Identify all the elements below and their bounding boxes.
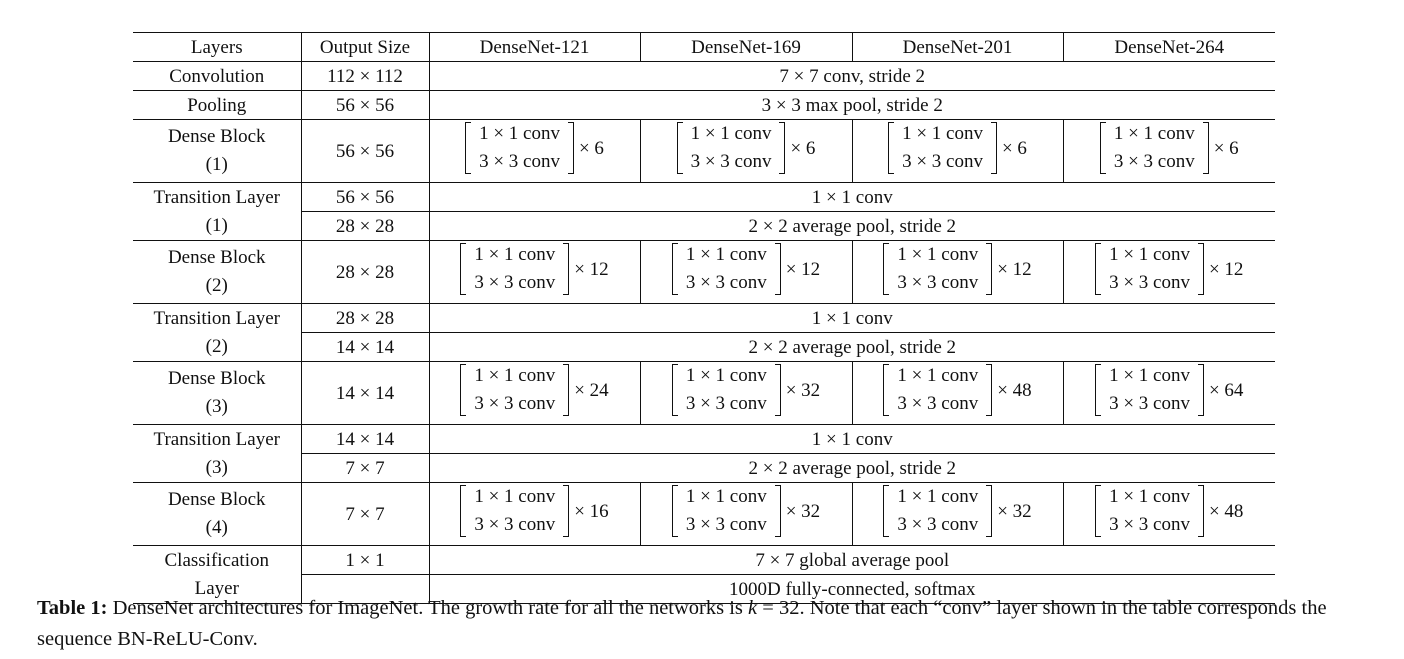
left-bracket (1095, 243, 1101, 295)
caption-math-k: k (748, 597, 758, 619)
right-bracket (775, 485, 781, 537)
right-bracket (779, 122, 785, 174)
row-transition-1-conv (133, 183, 1275, 212)
right-bracket (563, 243, 569, 295)
densenet-architecture-table (133, 32, 1275, 604)
layer-name: Dense Block (167, 126, 266, 147)
layer-name: Dense Block (167, 489, 266, 510)
size-transition-2-conv: 28 × 28 (301, 304, 429, 333)
layer-dense-block-3 (133, 362, 301, 425)
layer-index: (1) (205, 214, 228, 236)
config-transition-2-conv: 1 × 1 conv (429, 304, 1275, 333)
block-264 (1063, 241, 1275, 304)
row-pooling (133, 91, 1275, 120)
layer-dense-block-1 (133, 120, 301, 183)
row-dense-block-3 (133, 362, 1275, 425)
block-169 (640, 241, 852, 304)
left-bracket (883, 364, 889, 416)
row-convolution (133, 62, 1275, 91)
conv-1x1: 1 × 1 conv (1109, 244, 1190, 265)
block-121 (429, 483, 640, 546)
repeat-count: × 6 (1001, 137, 1027, 159)
block-121 (429, 120, 640, 183)
config-classification-fc: 1000D fully-connected, softmax (429, 575, 1275, 604)
size-transition-1-pool: 28 × 28 (301, 212, 429, 241)
layer-name-line-2: Layer (194, 577, 239, 599)
layer-index: (1) (205, 154, 228, 175)
conv-3x3: 3 × 3 conv (474, 272, 556, 293)
block-264 (1063, 362, 1275, 425)
size-pooling: 56 × 56 (301, 91, 429, 120)
layer-convolution: Convolution (133, 62, 301, 91)
conv-1x1: 1 × 1 conv (1113, 123, 1195, 144)
layer-name: Dense Block (167, 368, 266, 389)
layer-index: (3) (205, 456, 228, 478)
conv-3x3: 3 × 3 conv (685, 514, 767, 535)
block-264 (1063, 483, 1275, 546)
repeat-count: × 32 (785, 379, 821, 401)
size-transition-2-pool: 14 × 14 (301, 333, 429, 362)
layer-name: Classification (164, 549, 269, 571)
repeat-count: × 24 (574, 379, 609, 401)
block-201 (852, 241, 1063, 304)
repeat-count: × 12 (785, 258, 821, 280)
left-bracket (672, 485, 678, 537)
row-transition-2-conv (133, 304, 1275, 333)
right-bracket (775, 243, 781, 295)
right-bracket (991, 122, 997, 174)
table-caption (37, 593, 1387, 655)
right-bracket (986, 243, 992, 295)
layer-pooling: Pooling (133, 91, 301, 120)
conv-3x3: 3 × 3 conv (474, 393, 556, 414)
conv-3x3: 3 × 3 conv (690, 151, 772, 172)
conv-1x1: 1 × 1 conv (474, 365, 556, 386)
left-bracket (883, 485, 889, 537)
block-201 (852, 362, 1063, 425)
row-transition-3-pool (133, 454, 1275, 483)
repeat-count: × 48 (1208, 500, 1244, 522)
layer-transition-3 (133, 425, 301, 483)
layer-index: (3) (205, 396, 228, 417)
repeat-count: × 32 (785, 500, 821, 522)
conv-3x3: 3 × 3 conv (479, 151, 560, 172)
size-dense-block-3: 14 × 14 (301, 362, 429, 425)
conv-1x1: 1 × 1 conv (685, 486, 767, 507)
config-pooling: 3 × 3 max pool, stride 2 (429, 91, 1275, 120)
conv-3x3: 3 × 3 conv (1109, 272, 1190, 293)
conv-1x1: 1 × 1 conv (1109, 365, 1190, 386)
block-169 (640, 362, 852, 425)
row-classification-pool (133, 546, 1275, 575)
config-transition-2-pool: 2 × 2 average pool, stride 2 (429, 333, 1275, 362)
block-169 (640, 120, 852, 183)
conv-1x1: 1 × 1 conv (474, 244, 556, 265)
left-bracket (1095, 485, 1101, 537)
row-transition-2-pool (133, 333, 1275, 362)
conv-1x1: 1 × 1 conv (685, 244, 767, 265)
header-densenet-121: DenseNet-121 (429, 33, 640, 62)
caption-text-2: . Note that each “conv” layer shown in the table corresponds the sequence BN-ReLU-Conv. (37, 597, 1327, 650)
header-output-size: Output Size (301, 33, 429, 62)
block-169 (640, 483, 852, 546)
layer-name: Dense Block (167, 247, 266, 268)
right-bracket (1198, 485, 1204, 537)
repeat-count: × 6 (1213, 137, 1239, 159)
left-bracket (672, 243, 678, 295)
caption-math-eq: = 32 (757, 597, 800, 619)
size-classification-pool: 1 × 1 (301, 546, 429, 575)
size-convolution: 112 × 112 (301, 62, 429, 91)
size-transition-3-conv: 14 × 14 (301, 425, 429, 454)
repeat-count: × 32 (997, 500, 1032, 522)
config-classification-pool: 7 × 7 global average pool (429, 546, 1275, 575)
block-121 (429, 362, 640, 425)
size-transition-3-pool: 7 × 7 (301, 454, 429, 483)
conv-1x1: 1 × 1 conv (474, 486, 556, 507)
caption-label: Table 1: (37, 597, 108, 619)
layer-transition-2 (133, 304, 301, 362)
right-bracket (563, 485, 569, 537)
block-121 (429, 241, 640, 304)
conv-3x3: 3 × 3 conv (897, 514, 979, 535)
repeat-count: × 12 (997, 258, 1032, 280)
caption-text-1: DenseNet architectures for ImageNet. The growth rate for all the networks is (107, 597, 749, 619)
repeat-count: × 64 (1208, 379, 1244, 401)
row-transition-1-pool (133, 212, 1275, 241)
conv-1x1: 1 × 1 conv (479, 123, 560, 144)
left-bracket (460, 485, 466, 537)
row-transition-3-conv (133, 425, 1275, 454)
config-convolution: 7 × 7 conv, stride 2 (429, 62, 1275, 91)
conv-3x3: 3 × 3 conv (1109, 514, 1190, 535)
left-bracket (465, 122, 471, 174)
size-dense-block-1: 56 × 56 (301, 120, 429, 183)
layer-dense-block-4 (133, 483, 301, 546)
left-bracket (677, 122, 683, 174)
config-transition-1-pool: 2 × 2 average pool, stride 2 (429, 212, 1275, 241)
left-bracket (460, 243, 466, 295)
right-bracket (1203, 122, 1209, 174)
right-bracket (568, 122, 574, 174)
repeat-count: × 6 (790, 137, 816, 159)
left-bracket (460, 364, 466, 416)
right-bracket (1198, 364, 1204, 416)
row-dense-block-4 (133, 483, 1275, 546)
left-bracket (672, 364, 678, 416)
right-bracket (563, 364, 569, 416)
size-transition-1-conv: 56 × 56 (301, 183, 429, 212)
config-transition-3-conv: 1 × 1 conv (429, 425, 1275, 454)
conv-3x3: 3 × 3 conv (474, 514, 556, 535)
conv-3x3: 3 × 3 conv (685, 393, 767, 414)
header-densenet-264: DenseNet-264 (1063, 33, 1275, 62)
header-layers: Layers (133, 33, 301, 62)
repeat-count: × 12 (1208, 258, 1244, 280)
conv-1x1: 1 × 1 conv (897, 365, 979, 386)
right-bracket (1198, 243, 1204, 295)
layer-transition-1 (133, 183, 301, 241)
repeat-count: × 48 (997, 379, 1032, 401)
conv-3x3: 3 × 3 conv (685, 272, 767, 293)
left-bracket (888, 122, 894, 174)
conv-1x1: 1 × 1 conv (897, 244, 979, 265)
layer-index: (2) (205, 335, 228, 357)
layer-index: (4) (205, 517, 228, 538)
repeat-count: × 6 (578, 137, 604, 159)
layer-name: Transition Layer (153, 307, 280, 329)
header-row (133, 33, 1275, 62)
repeat-count: × 16 (574, 500, 609, 522)
layer-name: Transition Layer (153, 428, 280, 450)
conv-1x1: 1 × 1 conv (1109, 486, 1190, 507)
conv-1x1: 1 × 1 conv (902, 123, 983, 144)
row-dense-block-1 (133, 120, 1275, 183)
right-bracket (986, 485, 992, 537)
config-transition-1-conv: 1 × 1 conv (429, 183, 1275, 212)
size-dense-block-2: 28 × 28 (301, 241, 429, 304)
conv-3x3: 3 × 3 conv (897, 272, 979, 293)
right-bracket (775, 364, 781, 416)
conv-3x3: 3 × 3 conv (1113, 151, 1195, 172)
conv-1x1: 1 × 1 conv (685, 365, 767, 386)
header-densenet-201: DenseNet-201 (852, 33, 1063, 62)
right-bracket (986, 364, 992, 416)
row-dense-block-2 (133, 241, 1275, 304)
conv-1x1: 1 × 1 conv (897, 486, 979, 507)
layer-index: (2) (205, 275, 228, 296)
block-201 (852, 120, 1063, 183)
conv-3x3: 3 × 3 conv (897, 393, 979, 414)
block-264 (1063, 120, 1275, 183)
layer-name: Transition Layer (153, 186, 280, 208)
config-transition-3-pool: 2 × 2 average pool, stride 2 (429, 454, 1275, 483)
conv-1x1: 1 × 1 conv (690, 123, 772, 144)
header-densenet-169: DenseNet-169 (640, 33, 852, 62)
size-dense-block-4: 7 × 7 (301, 483, 429, 546)
left-bracket (883, 243, 889, 295)
left-bracket (1095, 364, 1101, 416)
layer-dense-block-2 (133, 241, 301, 304)
block-201 (852, 483, 1063, 546)
left-bracket (1100, 122, 1106, 174)
conv-3x3: 3 × 3 conv (1109, 393, 1190, 414)
conv-3x3: 3 × 3 conv (902, 151, 983, 172)
repeat-count: × 12 (574, 258, 609, 280)
